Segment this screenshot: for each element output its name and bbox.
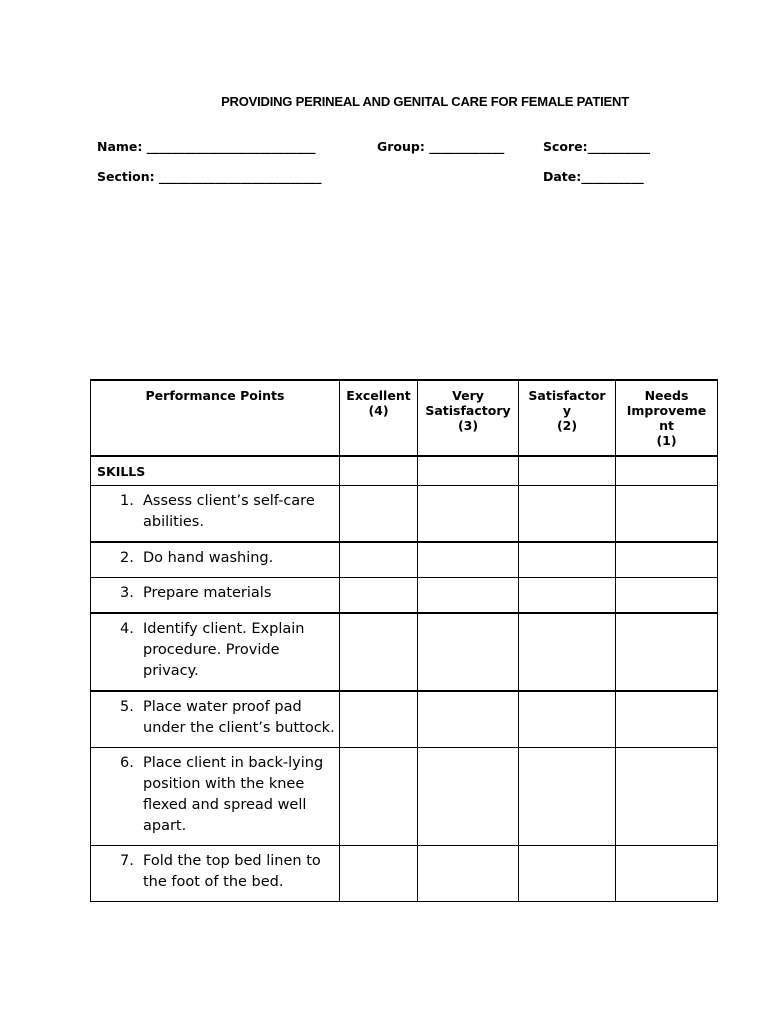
item-number: 6. <box>120 755 134 771</box>
table-row <box>91 613 718 691</box>
score-cell-satisfactory[interactable] <box>519 578 616 614</box>
score-cell-satisfactory[interactable] <box>519 542 616 578</box>
section-label: SKILLS <box>97 464 146 479</box>
score-cell-satisfactory[interactable] <box>519 748 616 846</box>
score-cell-excellent[interactable] <box>340 578 418 614</box>
score-field[interactable]: Score:__________ <box>543 139 651 154</box>
score-cell-excellent[interactable] <box>340 456 418 486</box>
score-cell-very-satisfactory[interactable] <box>418 613 519 691</box>
section-field[interactable]: Section: __________________________ <box>97 169 322 184</box>
score-cell-very-satisfactory[interactable] <box>418 456 519 486</box>
score-cell-needs-improvement[interactable] <box>616 486 718 543</box>
table-row <box>91 846 718 902</box>
date-field[interactable]: Date:__________ <box>543 169 644 184</box>
section-label-cell <box>91 456 340 486</box>
header-excellent: Excellent (4) <box>340 380 418 456</box>
score-cell-excellent[interactable] <box>340 613 418 691</box>
score-cell-needs-improvement[interactable] <box>616 748 718 846</box>
name-field[interactable]: Name: ___________________________ <box>97 139 316 154</box>
item-number: 3. <box>120 585 134 601</box>
item-cell <box>91 748 340 846</box>
item-text: Identify client. Explain procedure. Provide privacy. <box>143 621 305 679</box>
score-cell-satisfactory[interactable] <box>519 456 616 486</box>
header-satisfactory: Satisfactor y (2) <box>519 380 616 456</box>
score-cell-very-satisfactory[interactable] <box>418 486 519 543</box>
score-cell-needs-improvement[interactable] <box>616 578 718 614</box>
item-text: Do hand washing. <box>143 550 274 566</box>
item-text: Place water proof pad under the client’s buttock. <box>143 699 335 736</box>
score-cell-needs-improvement[interactable] <box>616 456 718 486</box>
header-performance-points: Performance Points <box>91 380 340 456</box>
item-text: Prepare materials <box>143 585 272 601</box>
score-cell-needs-improvement[interactable] <box>616 846 718 902</box>
score-cell-excellent[interactable] <box>340 748 418 846</box>
score-cell-satisfactory[interactable] <box>519 846 616 902</box>
item-text: Assess client’s self-care abilities. <box>143 493 315 530</box>
table-row <box>91 542 718 578</box>
score-cell-satisfactory[interactable] <box>519 691 616 748</box>
rubric-table <box>90 379 718 902</box>
score-cell-needs-improvement[interactable] <box>616 542 718 578</box>
item-cell <box>91 691 340 748</box>
score-cell-excellent[interactable] <box>340 542 418 578</box>
item-number: 2. <box>120 550 134 566</box>
document-title: PROVIDING PERINEAL AND GENITAL CARE FOR FEMALE PATIENT <box>221 94 629 109</box>
score-cell-very-satisfactory[interactable] <box>418 542 519 578</box>
item-cell <box>91 613 340 691</box>
item-number: 4. <box>120 621 134 637</box>
score-cell-satisfactory[interactable] <box>519 613 616 691</box>
item-cell <box>91 846 340 902</box>
score-cell-very-satisfactory[interactable] <box>418 748 519 846</box>
score-cell-satisfactory[interactable] <box>519 486 616 543</box>
header-very-satisfactory: Very Satisfactory (3) <box>418 380 519 456</box>
header-needs-improvement: Needs Improveme nt (1) <box>616 380 718 456</box>
score-cell-excellent[interactable] <box>340 846 418 902</box>
item-number: 5. <box>120 699 134 715</box>
item-text: Place client in back-lying position with the knee flexed and spread well apart. <box>143 755 324 834</box>
score-cell-very-satisfactory[interactable] <box>418 691 519 748</box>
group-field[interactable]: Group: ____________ <box>377 139 505 154</box>
table-row <box>91 578 718 614</box>
score-cell-very-satisfactory[interactable] <box>418 846 519 902</box>
score-cell-excellent[interactable] <box>340 486 418 543</box>
item-cell <box>91 542 340 578</box>
table-row <box>91 748 718 846</box>
header-row <box>91 380 718 456</box>
score-cell-very-satisfactory[interactable] <box>418 578 519 614</box>
item-number: 7. <box>120 853 134 869</box>
score-cell-needs-improvement[interactable] <box>616 691 718 748</box>
table-row <box>91 486 718 543</box>
item-cell <box>91 486 340 543</box>
skills-section-row <box>91 456 718 486</box>
score-cell-needs-improvement[interactable] <box>616 613 718 691</box>
score-cell-excellent[interactable] <box>340 691 418 748</box>
item-text: Fold the top bed linen to the foot of the bed. <box>143 853 321 890</box>
table-row <box>91 691 718 748</box>
item-number: 1. <box>120 493 134 509</box>
item-cell <box>91 578 340 614</box>
